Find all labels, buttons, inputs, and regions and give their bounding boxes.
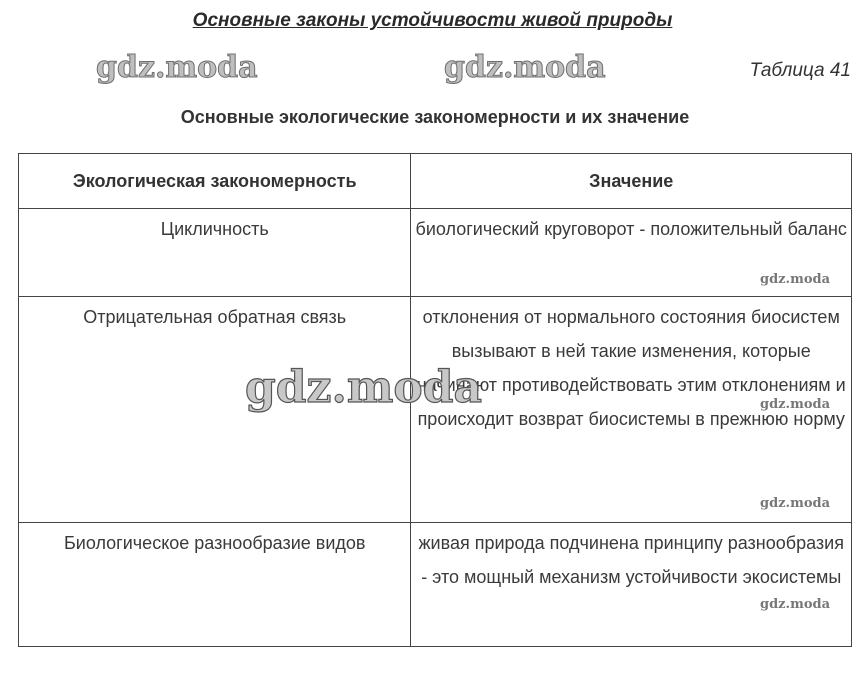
watermark-logo: gdz.moda	[760, 496, 831, 511]
pattern-cell: Отрицательная обратная связь	[19, 297, 411, 523]
table-header-row	[19, 154, 852, 209]
meaning-cell: живая природа подчинена принципу разнообразия - это мощный механизм устойчивости экосистемы	[411, 523, 852, 647]
watermark-logo: gdz.moda	[96, 50, 258, 85]
watermark-logo: gdz.moda	[760, 272, 831, 287]
column-header-pattern: Экологическая закономерность	[19, 154, 411, 209]
table-row	[19, 523, 852, 647]
table-caption: Основные экологические закономерности и их значение	[180, 107, 690, 127]
page-title: Основные законы устойчивости живой природы	[192, 10, 673, 31]
table-number: Таблица 41	[749, 60, 851, 81]
watermark-logo: gdz.moda	[760, 597, 831, 612]
pattern-cell: Биологическое разнообразие видов	[19, 523, 411, 647]
meaning-cell: отклонения от нормального состояния биосистем вызывают в ней такие изменения, которые начинают противодействовать этим отклонениям и происходит возврат биосистемы в прежнюю норму	[411, 297, 852, 523]
meaning-cell: биологический круговорот - положительный баланс	[411, 209, 852, 297]
column-header-meaning: Значение	[411, 154, 852, 209]
watermark-logo: gdz.moda	[245, 362, 483, 413]
pattern-cell: Цикличность	[19, 209, 411, 297]
table-row	[19, 209, 852, 297]
watermark-logo: gdz.moda	[444, 50, 606, 85]
watermark-logo: gdz.moda	[760, 397, 831, 412]
